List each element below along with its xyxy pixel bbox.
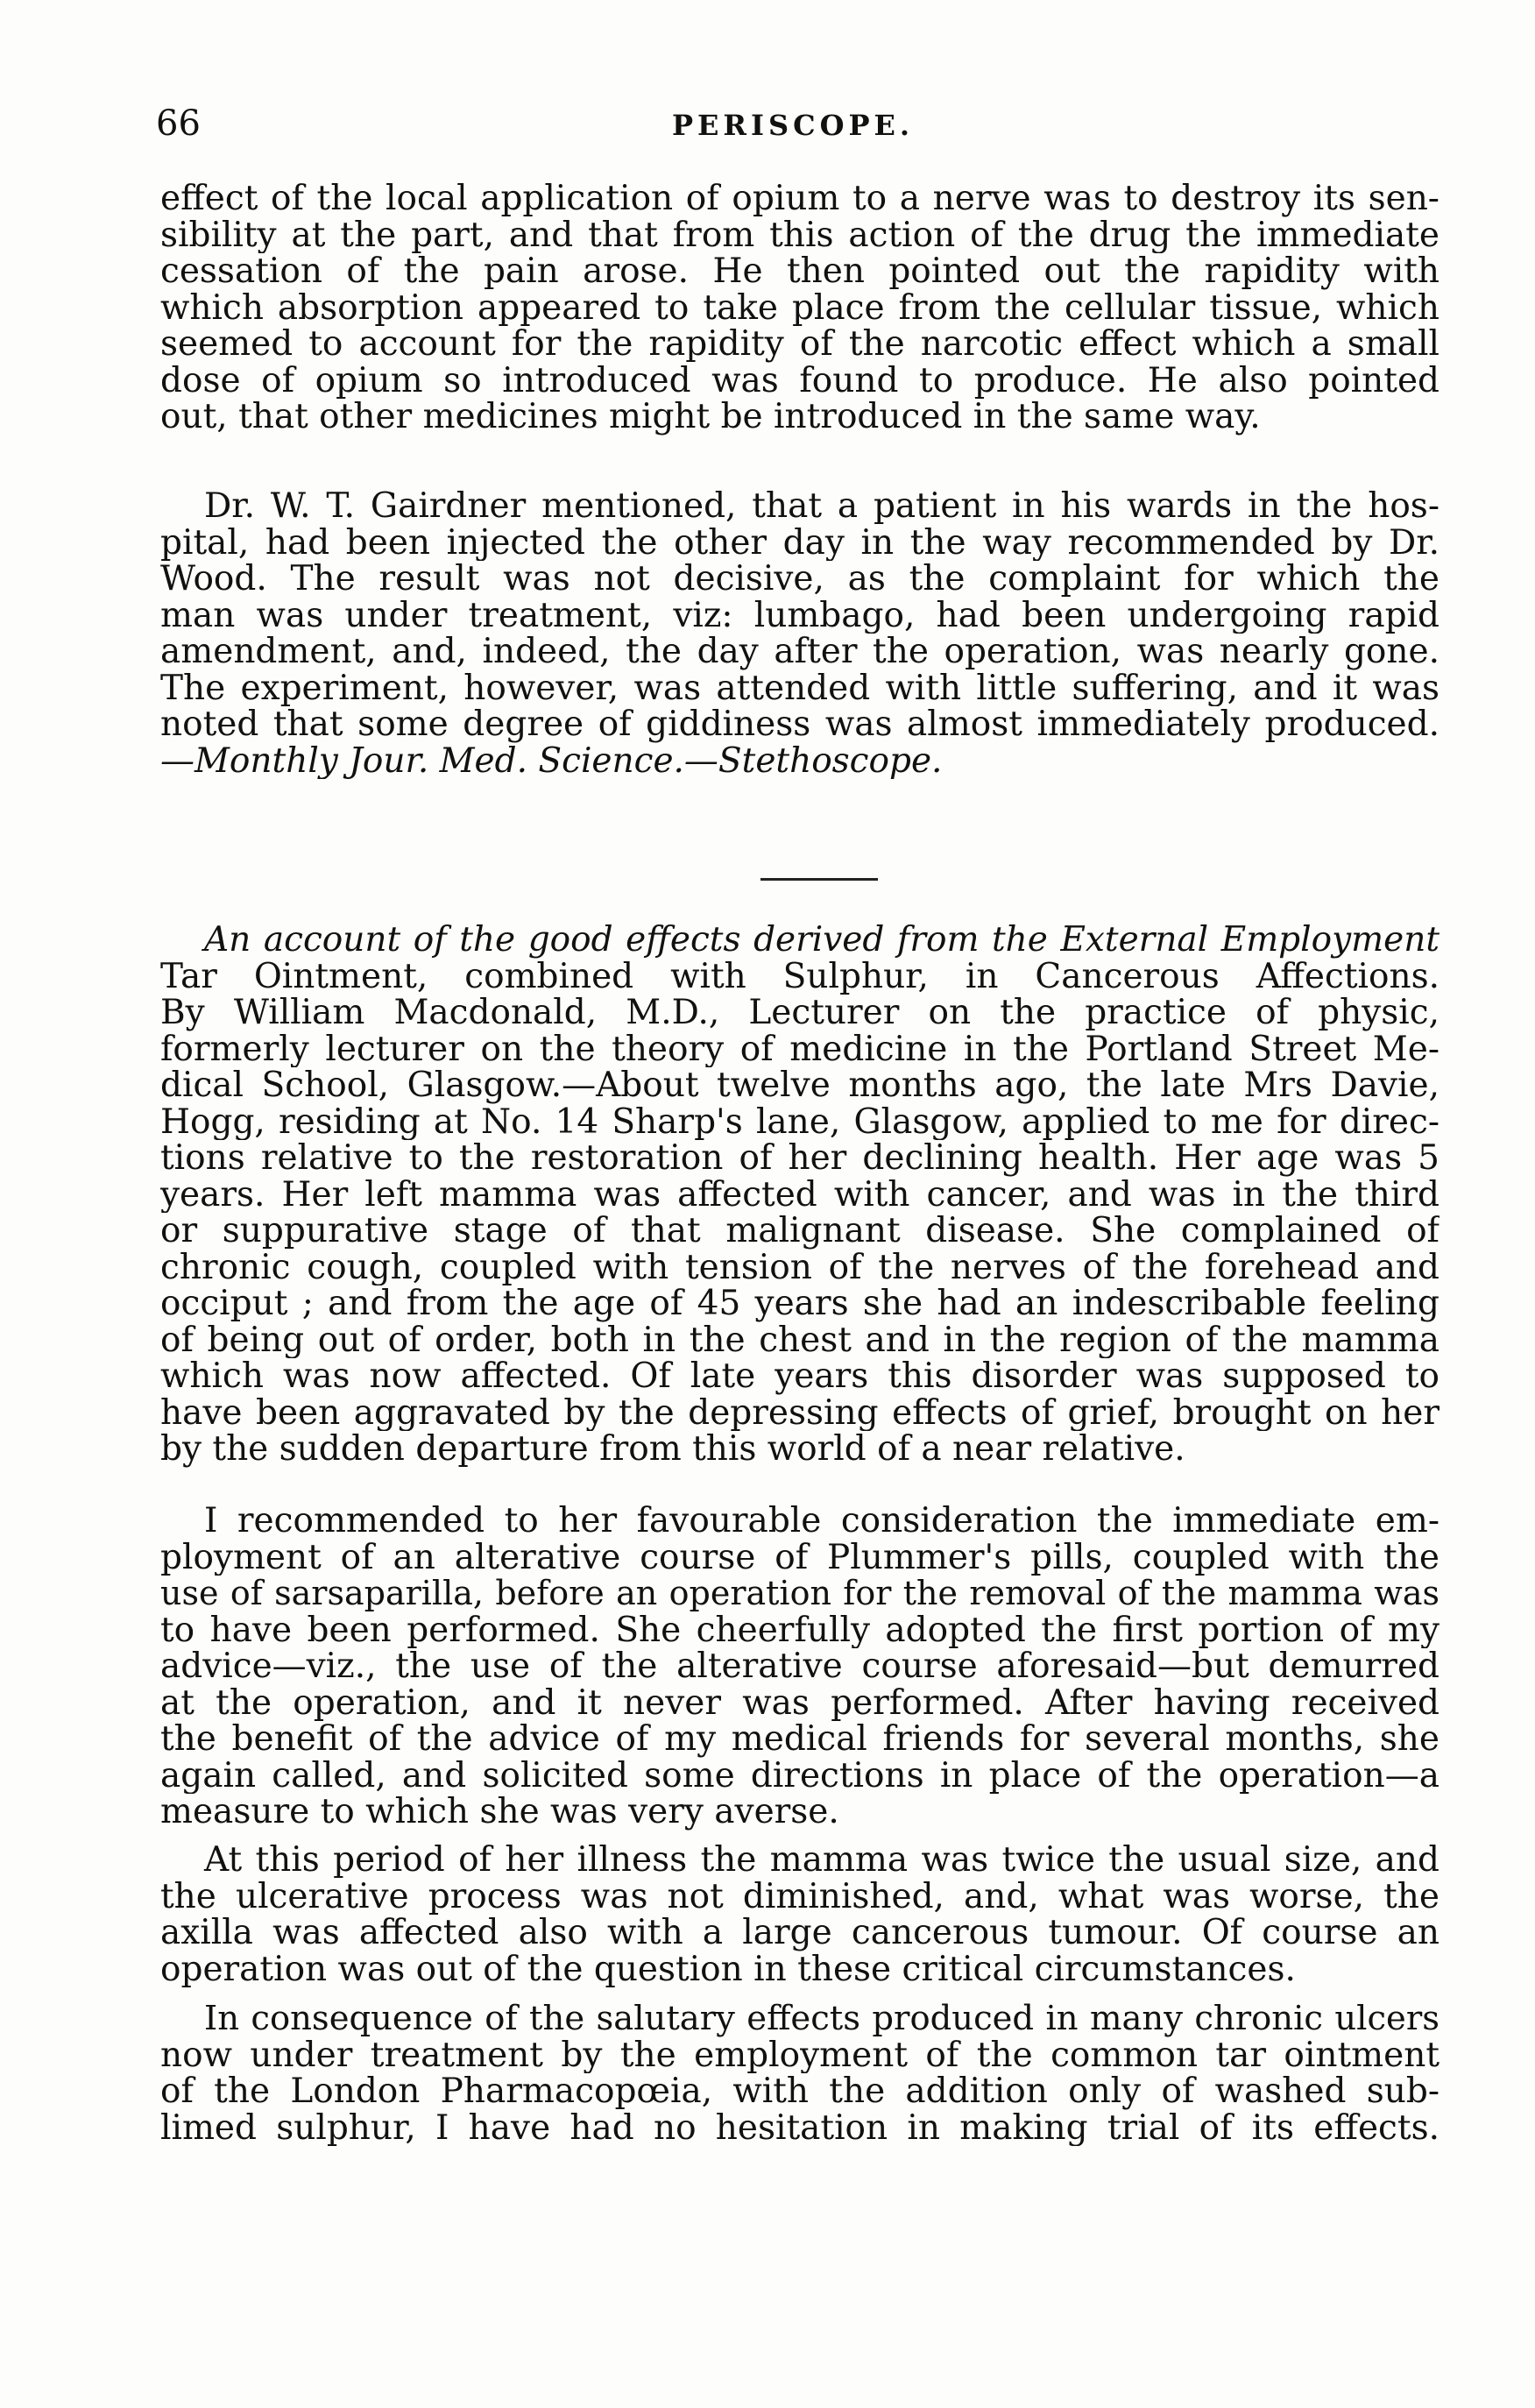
section-divider [760, 878, 878, 881]
citation-line: —Monthly Jour. Med. Science.—Stethoscope. [160, 742, 943, 779]
text-line: Dr. W. T. Gairdner mentioned, that a patient in his wards in the hos- [204, 488, 1440, 525]
text-line: limed sulphur, I have had no hesitation in making trial of its effects. [160, 2109, 1440, 2146]
text-line: pital, had been injected the other day in the way recommended by Dr. [160, 524, 1440, 561]
text-line: effect of the local application of opium to a nerve was to destroy its sen- [160, 181, 1440, 217]
text-line: again called, and solicited some directions in place of the operation—a [160, 1757, 1440, 1794]
paragraph-1 [160, 181, 1440, 436]
text-line: axilla was affected also with a large cancerous tumour. Of course an [160, 1915, 1440, 1951]
text-line: amendment, and, indeed, the day after the operation, was nearly gone. [160, 634, 1440, 670]
text-line: or suppurative stage of that malignant disease. She complained of [160, 1213, 1440, 1250]
text-line: of being out of order, both in the chest and in the region of the mamma [160, 1321, 1440, 1358]
paragraph-6 [160, 2001, 1440, 2146]
text-line: man was under treatment, viz: lumbago, had been undergoing rapid [160, 597, 1440, 634]
text-line: dose of opium so introduced was found to produce. He also pointed [160, 362, 1440, 399]
text-line: Tar Ointment, combined with Sulphur, in Cancerous Affections. [160, 958, 1440, 995]
text-line: cessation of the pain arose. He then pointed out the rapidity with [160, 253, 1440, 290]
text-line: chronic cough, coupled with tension of the nerves of the forehead and [160, 1249, 1440, 1285]
text-line: sibility at the part, and that from this action of the drug the immediate [160, 216, 1440, 253]
text-line: dical School, Glasgow.—About twelve months ago, the late Mrs Davie, [160, 1067, 1440, 1104]
text-line: have been aggravated by the depressing effects of grief, brought on her [160, 1394, 1440, 1431]
text-line: seemed to account for the rapidity of the narcotic effect which a small [160, 326, 1440, 363]
text-line: occiput ; and from the age of 45 years she had an indescribable feeling [160, 1285, 1440, 1322]
text-line: of the London Pharmacopœia, with the addition only of washed sub- [160, 2073, 1440, 2110]
text-line: which absorption appeared to take place from the cellular tissue, which [160, 289, 1440, 326]
text-line: advice—viz., the use of the alterative course aforesaid—but demurred [160, 1648, 1440, 1685]
text-line: I recommended to her favourable consideration the immediate em- [204, 1503, 1440, 1540]
text-line: by the sudden departure from this world of a near relative. [160, 1431, 1185, 1468]
text-line: tions relative to the restoration of her declining health. Her age was 5 [160, 1140, 1440, 1177]
text-line: which was now affected. Of late years this disorder was supposed to [160, 1358, 1440, 1395]
text-line: Wood. The result was not decisive, as the complaint for which the [160, 561, 1440, 598]
text-line: operation was out of the question in these critical circumstances. [160, 1951, 1296, 1987]
text-line: ployment of an alterative course of Plummer's pills, coupled with the [160, 1539, 1440, 1576]
text-line: use of sarsaparilla, before an operation for the removal of the mamma was [160, 1576, 1440, 1612]
paragraph-4 [160, 1503, 1440, 1831]
text-line: noted that some degree of giddiness was almost immediately produced. [160, 706, 1440, 743]
text-line: to have been performed. She cheerfully adopted the first portion of my [160, 1611, 1440, 1648]
running-title: PERISCOPE. [671, 109, 915, 142]
text-line: Hogg, residing at No. 14 Sharp's lane, Glasgow, applied to me for direc- [160, 1103, 1440, 1140]
paragraph-5 [160, 1842, 1440, 1987]
paragraph-2 [160, 488, 1440, 779]
text-line: formerly lecturer on the theory of medicine in the Portland Street Me- [160, 1030, 1440, 1067]
text-line: years. Her left mamma was affected with cancer, and was in the third [160, 1176, 1440, 1213]
text-line: out, that other medicines might be introduced in the same way. [160, 399, 1261, 436]
page-number: 66 [156, 103, 201, 144]
text-line: at the operation, and it never was performed. After having received [160, 1684, 1440, 1721]
text-line: the benefit of the advice of my medical friends for several months, she [160, 1721, 1440, 1758]
article-title-line: An account of the good effects derived from the External Employment [204, 922, 1440, 959]
text-line: now under treatment by the employment of the common tar ointment [160, 2036, 1440, 2073]
text-line: At this period of her illness the mamma was twice the usual size, and [204, 1842, 1440, 1879]
text-line: The experiment, however, was attended with little suffering, and it was [160, 669, 1440, 706]
text-line: By William Macdonald, M.D., Lecturer on the practice of physic, [160, 995, 1440, 1031]
paragraph-3 [160, 922, 1440, 1468]
text-line: measure to which she was very averse. [160, 1794, 839, 1831]
running-head [156, 103, 1430, 156]
text-line: In consequence of the salutary effects produced in many chronic ulcers [204, 2001, 1440, 2037]
text-line: the ulcerative process was not diminished, and, what was worse, the [160, 1878, 1440, 1915]
